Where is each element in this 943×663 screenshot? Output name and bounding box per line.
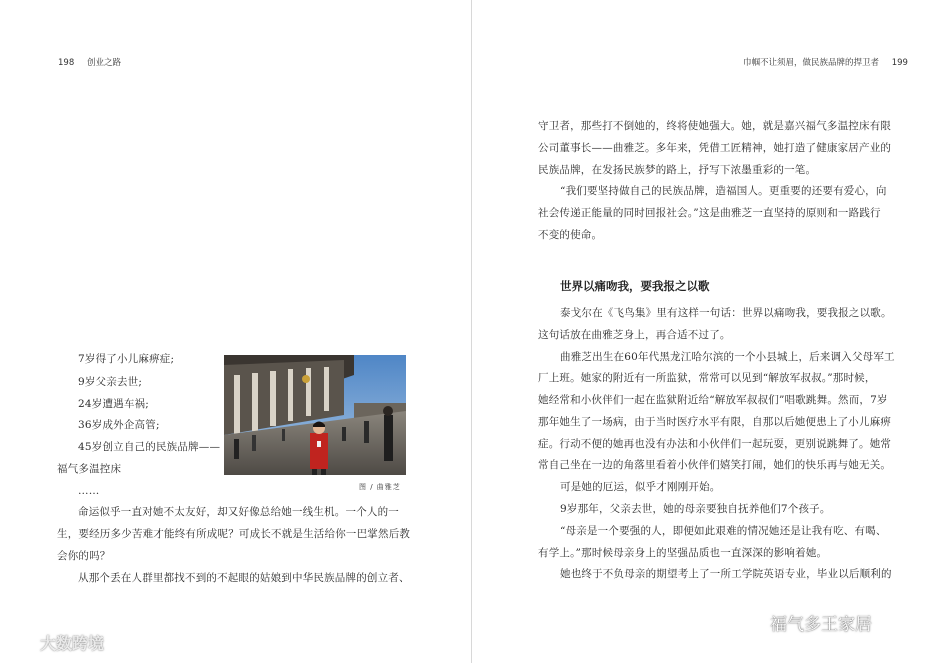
body-line: 那年她生了一场病，由于当时医疗水平有限，自那以后她便患上了小儿麻痹 xyxy=(538,416,892,428)
intro-line: 民族品牌，在发扬民族梦的路上，抒写下浓墨重彩的一笔。 xyxy=(538,164,817,176)
photo-caption: 图 / 曲雅芝 xyxy=(359,483,401,491)
section-heading: 世界以痛吻我，要我报之以歌 xyxy=(560,279,710,293)
left-watermark xyxy=(6,628,104,656)
right-watermark-text: 福气多王家居 xyxy=(770,614,872,635)
body-line: 常自己坐在一边的角落里看着小伙伴们嬉笑打闹，她们的快乐再与她无关。 xyxy=(538,459,892,471)
right-watermark xyxy=(734,608,872,636)
intro-line: 公司董事长——曲雅芝。多年来，凭借工匠精神，她打造了健康家居产业的 xyxy=(538,142,892,154)
body-line: 她经常和小伙伴们一起在监狱附近给“解放军叔叔们”唱歌跳舞。然而，7岁 xyxy=(538,394,888,406)
body-line: 9岁那年，父亲去世，她的母亲要独自抚养他们7个孩子。 xyxy=(560,503,831,515)
timeline-item: 24岁遭遇车祸; xyxy=(78,398,149,410)
left-page-number: 198 xyxy=(58,58,75,68)
body-line: 症。行动不便的她再也没有办法和小伙伴们一起玩耍，更别说跳舞了。她常 xyxy=(538,438,892,450)
left-running-head xyxy=(58,56,121,68)
intro-line: 社会传递正能量的同时回报社会。”这是曲雅芝一直坚持的原则和一路践行 xyxy=(538,207,881,219)
paragraph-line: 命运似乎一直对她不太友好，却又好像总给她一线生机。一个人的一 xyxy=(78,506,399,518)
timeline-item: …… xyxy=(78,485,100,497)
right-page-number: 199 xyxy=(891,58,908,68)
intro-line: 守卫者，那些打不倒她的，终将使她强大。她，就是嘉兴福气多温控床有限 xyxy=(538,120,892,132)
wechat-icon xyxy=(734,611,764,633)
right-page xyxy=(472,0,943,663)
body-line: 这句话放在曲雅芝身上，再合适不过了。 xyxy=(538,329,731,341)
paragraph-line: 会你的吗？ xyxy=(57,550,111,562)
right-running-title: 巾帼不让须眉，做民族品牌的捍卫者 xyxy=(743,58,880,68)
brand-logo-icon xyxy=(6,630,36,654)
left-watermark-text: 大数跨境 xyxy=(40,633,105,653)
intro-line: “我们要坚持做自己的民族品牌，造福国人。更重要的还要有爱心，向 xyxy=(560,185,887,197)
body-line: 她也终于不负母亲的期望考上了一所工学院英语专业，毕业以后顺利的 xyxy=(560,568,892,580)
paragraph-line: 从那个丢在人群里都找不到的不起眼的姑娘到中华民族品牌的创立者、 xyxy=(78,572,410,584)
intro-line: 不变的使命。 xyxy=(538,229,603,241)
timeline-item: 36岁成外企高管; xyxy=(78,419,160,431)
body-line: 有学上。”那时候母亲身上的坚强品质也一直深深的影响着她。 xyxy=(538,547,828,559)
body-line: 泰戈尔在《飞鸟集》里有这样一句话：世界以痛吻我，要我报之以歌。 xyxy=(560,307,892,319)
body-line: “母亲是一个要强的人，即便如此艰难的情况她还是让我有吃、有喝、 xyxy=(560,525,887,537)
timeline-item: 9岁父亲去世; xyxy=(78,376,143,388)
left-page xyxy=(0,0,471,663)
timeline-item: 45岁创立自己的民族品牌—— xyxy=(78,441,221,453)
paragraph-line: 生，要经历多少苦难才能终有所成呢？可成长不就是生活给你一巴掌然后教 xyxy=(57,528,411,540)
timeline-item: 7岁得了小儿麻痹症; xyxy=(78,353,175,365)
timeline-item: 福气多温控床 xyxy=(57,463,122,475)
portrait-photo xyxy=(224,355,406,475)
body-line: 厂上班。她家的附近有一所监狱，常常可以见到“解放军叔叔。”那时候， xyxy=(538,372,876,384)
body-line: 曲雅芝出生在60年代黑龙江哈尔滨的一个小县城上，后来调入父母军工 xyxy=(560,351,895,363)
left-running-title: 创业之路 xyxy=(86,58,121,68)
body-line: 可是她的厄运，似乎才刚刚开始。 xyxy=(560,481,721,493)
right-running-head xyxy=(743,56,908,68)
